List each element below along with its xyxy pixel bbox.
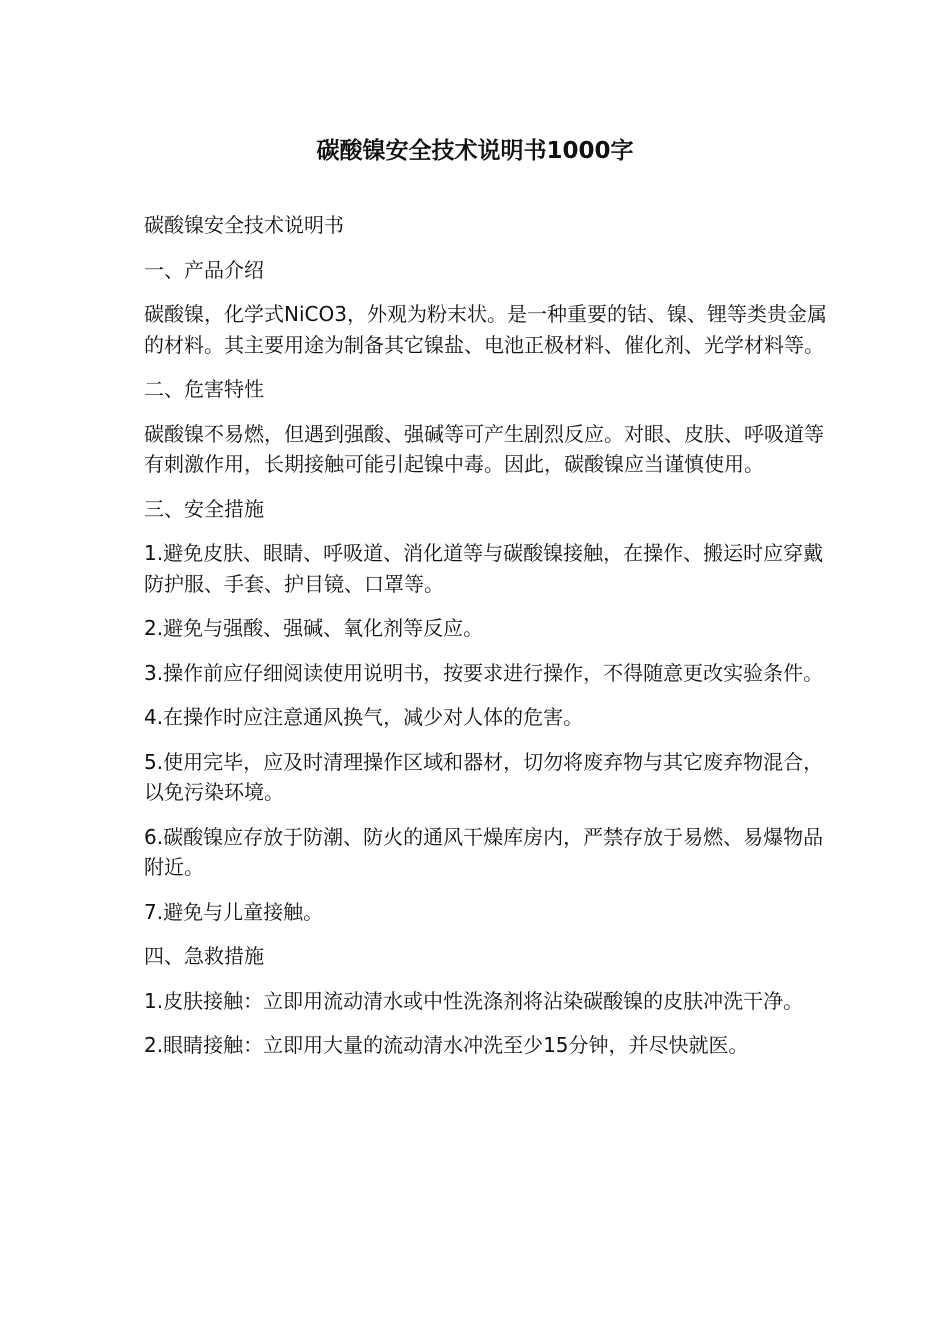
section-heading-first-aid: 四、急救措施 [144, 944, 264, 968]
subtitle-paragraph: 碳酸镍安全技术说明书 [144, 213, 344, 237]
first-aid-item-2: 2.眼睛接触：立即用大量的流动清水冲洗至少15分钟，并尽快就医。 [144, 1033, 749, 1057]
safety-item-6: 6.碳酸镍应存放于防潮、防火的通风干燥库房内，严禁存放于易燃、易爆物品附近。 [144, 824, 824, 879]
safety-item-7: 7.避免与儿童接触。 [144, 899, 324, 924]
safety-item-4: 4.在操作时应注意通风换气，减少对人体的危害。 [144, 705, 584, 729]
document-body [144, 210, 834, 1075]
safety-item-3: 3.操作前应仔细阅读使用说明书，按要求进行操作，不得随意更改实验条件。 [144, 660, 824, 685]
section-heading-product-intro: 一、产品介绍 [144, 257, 264, 282]
section-heading-hazards: 二、危害特性 [144, 377, 264, 401]
paragraph-hazards: 碳酸镍不易燃，但遇到强酸、强碱等可产生剧烈反应。对眼、皮肤、呼吸道等有刺激作用，长期接触可能引起镍中毒。因此，碳酸镍应当谨慎使用。 [144, 421, 824, 476]
safety-item-5: 5.使用完毕，应及时清理操作区域和器材，切勿将废弃物与其它废弃物混合，以免污染环境。 [144, 749, 824, 804]
paragraph-product-intro: 碳酸镍，化学式NiCO3，外观为粉末状。是一种重要的钴、镍、锂等类贵金属的材料。其主要用途为制备其它镍盐、电池正极材料、催化剂、光学材料等。 [144, 302, 827, 357]
first-aid-item-1: 1.皮肤接触：立即用流动清水或中性洗涤剂将沾染碳酸镍的皮肤冲洗干净。 [144, 988, 804, 1013]
safety-item-2: 2.避免与强酸、强碱、氧化剂等反应。 [144, 616, 484, 640]
document-title: 碳酸镍安全技术说明书1000字 [316, 138, 634, 164]
safety-item-1: 1.避免皮肤、眼睛、呼吸道、消化道等与碳酸镍接触，在操作、搬运时应穿戴防护服、手套、护目镜、口罩等。 [144, 541, 824, 596]
section-heading-safety-measures: 三、安全措施 [144, 496, 264, 521]
